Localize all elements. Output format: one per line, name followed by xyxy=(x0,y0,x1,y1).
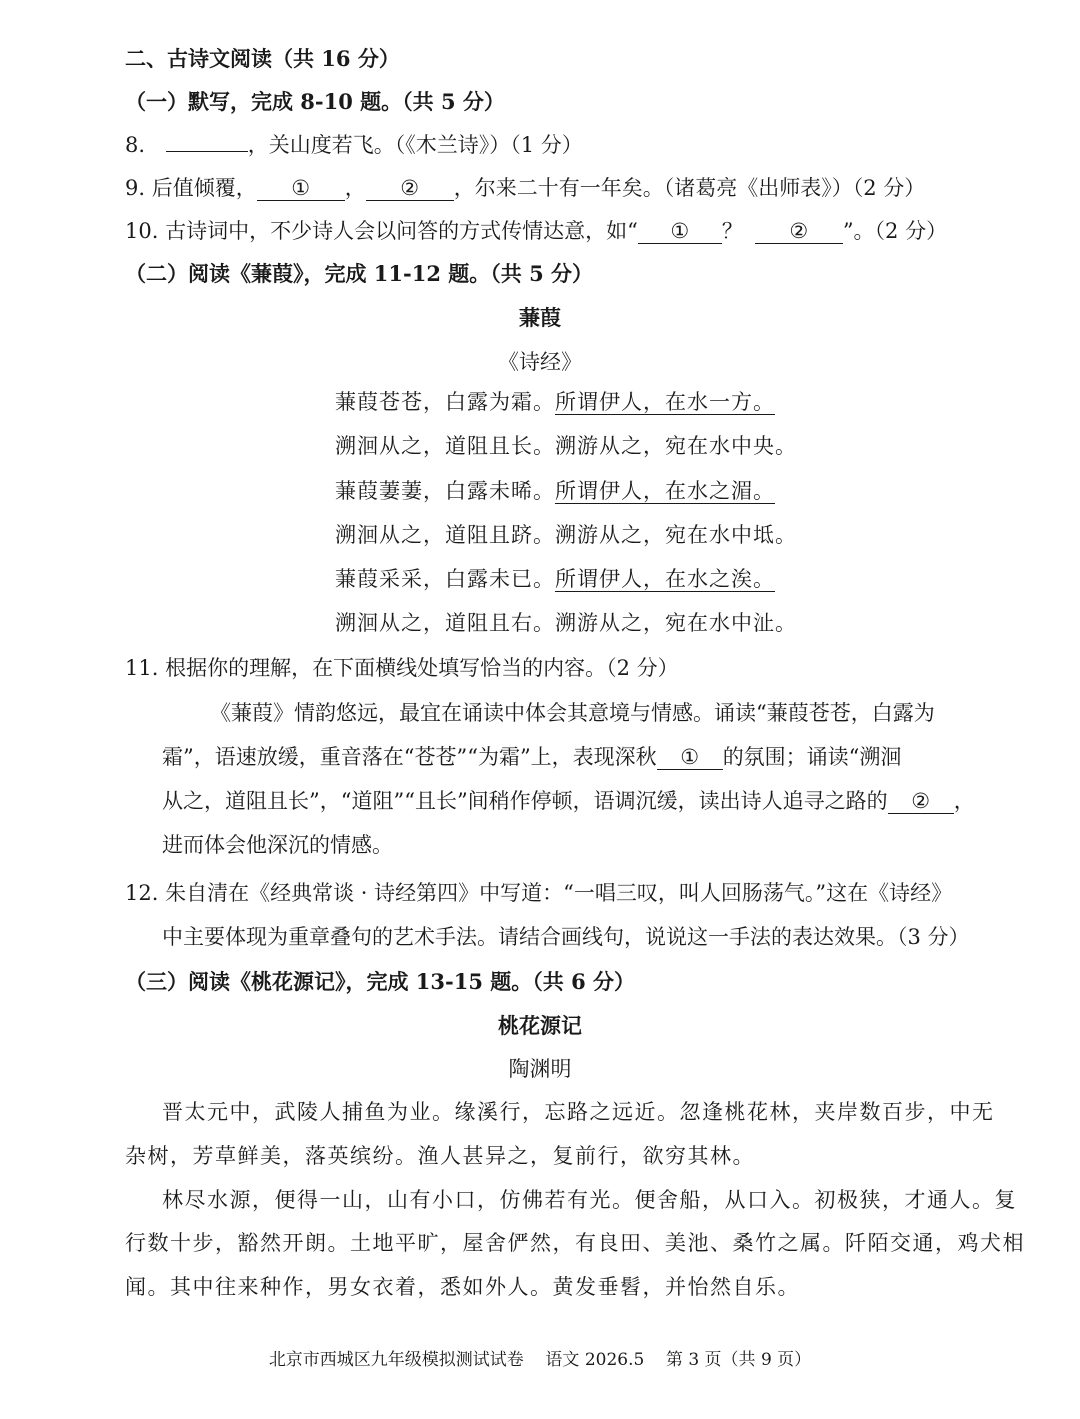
prose-line: 行数十步，豁然开朗。土地平旷，屋舍俨然，有良田、美池、桑竹之属。阡陌交通，鸡犬相 xyxy=(125,1231,1025,1255)
question-text: ，关山度若飞。（《木兰诗》）（1 分） xyxy=(247,133,583,157)
poem-line xyxy=(335,564,775,594)
passage-text: 从之，道阻且长”，“道阻”“且长”间稍作停顿，语调沉缓，读出诗人追寻之路的 xyxy=(162,789,888,813)
poem-text: 蒹葭苍苍，白露为霜。 xyxy=(335,390,555,414)
part3-title: （三）阅读《桃花源记》，完成 13-15 题。（共 6 分） xyxy=(125,969,636,994)
question-12: 中主要体现为重章叠句的艺术手法。请结合画线句，说说这一手法的表达效果。（3 分） xyxy=(162,925,970,949)
answer-blank-1: ① xyxy=(657,745,723,770)
question-11-stem: 11. 根据你的理解，在下面横线处填写恰当的内容。（2 分） xyxy=(125,656,679,680)
underlined-sentence: 所谓伊人，在水之涘。 xyxy=(555,567,775,591)
part2-title: （二）阅读《蒹葭》，完成 11-12 题。（共 5 分） xyxy=(125,261,594,286)
question-11-passage xyxy=(162,742,901,772)
question-text: 9. 后值倾覆， xyxy=(125,176,257,200)
answer-blank-2: ② xyxy=(888,789,954,814)
underlined-sentence: 所谓伊人，在水一方。 xyxy=(555,390,775,414)
prose-line: 闻。其中往来种作，男女衣着，悉如外人。黄发垂髫，并怡然自乐。 xyxy=(125,1275,800,1299)
section-title: 二、古诗文阅读（共 16 分） xyxy=(125,46,400,71)
prose-line: 林尽水源，便得一山，山有小口，仿佛若有光。便舍船，从口入。初极狭，才通人。复 xyxy=(162,1188,1017,1212)
poem-text: 溯洄从之，道阻且长。溯游从之，宛在水中央。 xyxy=(335,434,797,458)
question-11-passage: 进而体会他深沉的情感。 xyxy=(162,833,393,857)
poem-text: 溯洄从之，道阻且右。溯游从之，宛在水中沚。 xyxy=(335,611,797,635)
separator: ？ xyxy=(721,219,743,243)
poem-text: 蒹葭采采，白露未已。 xyxy=(335,567,555,591)
page-footer: 北京市西城区九年级模拟测试试卷 语文 2026.5 第 3 页（共 9 页） xyxy=(268,1350,812,1370)
question-10 xyxy=(125,216,947,246)
poem-line xyxy=(335,387,775,417)
question-12: 12. 朱自清在《经典常谈 · 诗经第四》中写道：“一唱三叹，叫人回肠荡气。”这在《诗经》 xyxy=(125,881,953,905)
poem-title: 蒹葭 xyxy=(519,305,561,330)
answer-blank-2: ② xyxy=(755,219,843,244)
answer-blank-1: ① xyxy=(638,219,722,244)
poem-line xyxy=(335,431,797,461)
passage-text: 霜”，语速放缓，重音落在“苍苍”“为霜”上，表现深秋 xyxy=(162,745,657,769)
answer-blank xyxy=(166,151,248,152)
question-11-passage xyxy=(162,786,975,816)
answer-blank-1: ① xyxy=(257,176,345,201)
prose-author: 陶渊明 xyxy=(508,1057,572,1081)
poem-line xyxy=(335,520,797,550)
prose-title: 桃花源记 xyxy=(498,1013,582,1038)
underlined-sentence: 所谓伊人，在水之湄。 xyxy=(555,479,775,503)
passage-text: 的氛围；诵读“溯洄 xyxy=(722,745,902,769)
question-8 xyxy=(125,130,583,160)
separator: ， xyxy=(344,176,366,200)
poem-line xyxy=(335,476,775,506)
poem-line xyxy=(335,608,797,638)
poem-text: 蒹葭萋萋，白露未晞。 xyxy=(335,479,555,503)
poem-source: 《诗经》 xyxy=(498,350,582,374)
question-text: 10. 古诗词中，不少诗人会以问答的方式传情达意，如“ xyxy=(125,219,638,243)
part1-title: （一）默写，完成 8-10 题。（共 5 分） xyxy=(125,89,505,114)
question-11-passage: 《蒹葭》情韵悠远，最宜在诵读中体会其意境与情感。诵读“蒹葭苍苍，白露为 xyxy=(210,701,935,725)
question-9 xyxy=(125,173,925,203)
question-text: ，尔来二十有一年矣。（诸葛亮《出师表》）（2 分） xyxy=(453,176,926,200)
question-number: 8. xyxy=(125,133,146,157)
question-text: ”。（2 分） xyxy=(842,219,948,243)
passage-text: ， xyxy=(953,789,975,813)
poem-text: 溯洄从之，道阻且跻。溯游从之，宛在水中坻。 xyxy=(335,523,797,547)
prose-line: 杂树，芳草鲜美，落英缤纷。渔人甚异之，复前行，欲穷其林。 xyxy=(125,1144,755,1168)
prose-line: 晋太元中，武陵人捕鱼为业。缘溪行，忘路之远近。忽逢桃花林，夹岸数百步，中无 xyxy=(162,1100,995,1124)
answer-blank-2: ② xyxy=(366,176,454,201)
